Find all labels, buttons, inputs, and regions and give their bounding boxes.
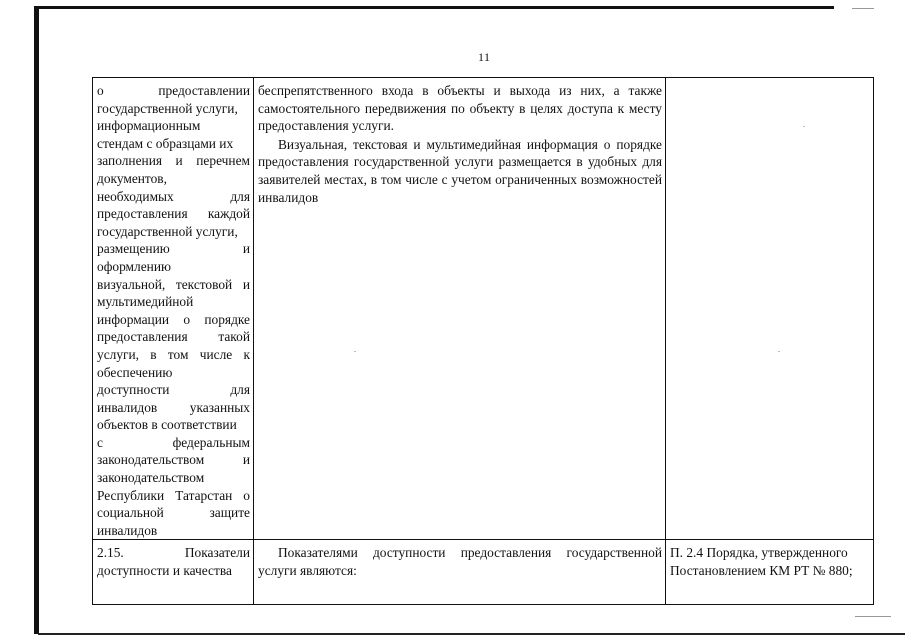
requirement-name-line: законодательством и xyxy=(97,452,250,468)
scan-border-bottom xyxy=(38,633,905,635)
scan-border-left xyxy=(34,6,39,634)
requirement-name-line: стендам с образцами их xyxy=(97,135,234,151)
requirement-name-line: документов, xyxy=(97,170,167,186)
requirement-paragraph: беспрепятственного входа в объекты и выхода из них, а также самостоятельного передвижения по объекту в целях доступа к месту предоставления услуги. xyxy=(258,83,662,134)
scan-border-top xyxy=(34,6,834,9)
requirement-name-line: инвалидов xyxy=(97,522,158,538)
requirement-name-line: предоставления каждой xyxy=(97,206,250,222)
requirement-name-line: услуги, в том числе к xyxy=(97,346,250,362)
item-title-first-word: Показатели xyxy=(184,545,250,561)
scan-border-bottom-fragment xyxy=(855,616,891,617)
requirement-paragraph: Показателями доступности предоставления государственной услуги являются: xyxy=(258,545,662,579)
requirement-name-line: доступности для xyxy=(97,382,250,398)
item-number: 2.15. xyxy=(97,545,124,561)
requirement-name-line: информации о порядке xyxy=(97,311,250,327)
scan-speck xyxy=(803,126,805,127)
requirement-content-cell xyxy=(254,78,666,540)
requirement-content-cell xyxy=(254,540,666,605)
scan-speck xyxy=(354,351,356,352)
page-number: 11 xyxy=(478,50,491,64)
requirement-name-line: о предоставлении xyxy=(97,83,250,98)
table-row xyxy=(93,78,874,540)
requirement-name-line: мультимедийной xyxy=(97,294,194,310)
requirement-name-cell xyxy=(93,540,254,605)
requirement-name-line: оформлению xyxy=(97,258,171,274)
table-row xyxy=(93,540,874,605)
requirement-name-cell xyxy=(93,78,254,540)
legal-basis-cell xyxy=(666,78,874,540)
requirement-name-line: инвалидов указанных xyxy=(97,399,250,415)
requirement-name-line: обеспечению xyxy=(97,364,173,380)
requirement-name-line: предоставления такой xyxy=(97,329,250,345)
requirement-name-line: объектов в соответствии xyxy=(97,417,237,433)
item-title-rest: доступности и качества xyxy=(97,563,232,579)
legal-basis-text: П. 2.4 Порядка, утвержденного Постановлением КМ РТ № 880; xyxy=(670,545,853,579)
requirement-name-line: законодательством xyxy=(97,470,205,486)
requirement-name-line: визуальной, текстовой и xyxy=(97,276,250,292)
requirement-name-line: государственной услуги, xyxy=(97,100,238,116)
requirement-name-text xyxy=(97,82,250,539)
requirement-name-line: размещению и xyxy=(97,241,250,257)
regulation-table xyxy=(92,77,874,605)
requirement-name-line: с федеральным xyxy=(97,434,250,450)
scan-border-top-fragment xyxy=(852,8,874,9)
legal-basis-cell xyxy=(666,540,874,605)
requirement-name-line: информационным xyxy=(97,118,201,134)
requirement-name-line: Республики Татарстан о xyxy=(97,487,250,503)
requirement-name-line: заполнения и перечнем xyxy=(97,153,250,169)
scan-speck xyxy=(778,351,780,352)
requirement-name-line: государственной услуги, xyxy=(97,223,238,239)
requirement-name-line: необходимых для xyxy=(97,188,250,204)
requirement-name-line: социальной защите xyxy=(97,505,250,521)
item-heading xyxy=(97,544,250,562)
requirement-paragraph: Визуальная, текстовая и мультимедийная информация о порядке предоставления государственной услуги размещается в удобных для заявителей местах, в том числе с учетом ограниченных возможностей инвалидов xyxy=(258,136,662,205)
